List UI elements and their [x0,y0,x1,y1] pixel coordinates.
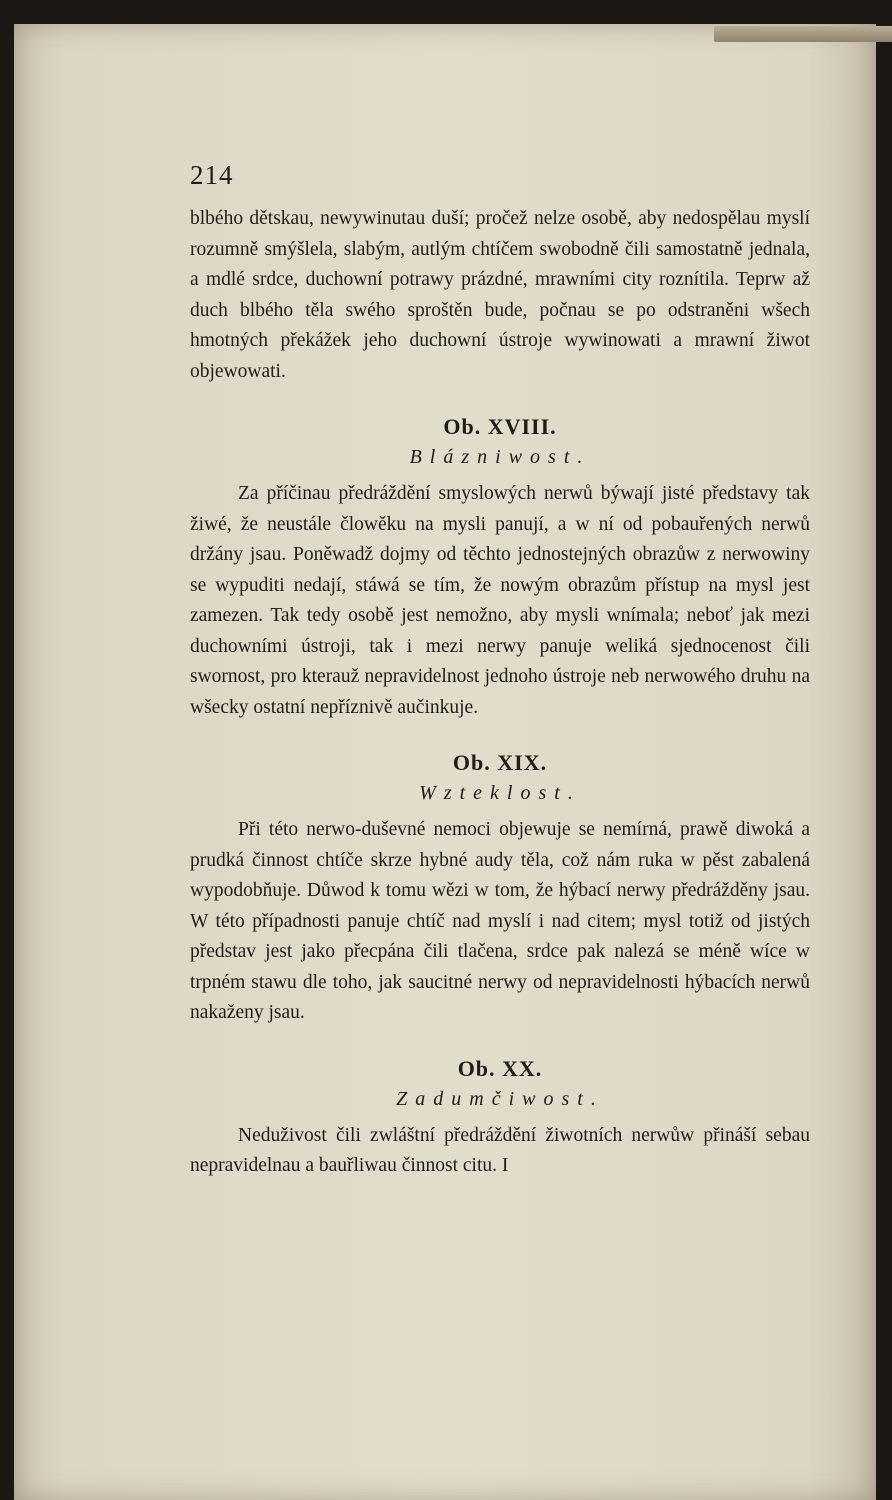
section-paragraph-xx: Neduživost čili zwláštní předráždění žiwotních nerwůw přináší sebau nepravidelnau a bauřliwau činnost citu. I [190,1124,810,1176]
section-subheading-xviii: Blázniwost. [409,446,591,468]
section-paragraph-xviii: Za příčinau předráždění smyslowých nerwů býwají jisté představy tak žiwé, že neustále člowěku na mysli panují, a w ní od pobauřených nerwů držány jsau. Poněwadž dojmy od těchto jednostejných obrazůw z nerwowiny se wypuditi nedají, stáwá se tím, že nowým obrazům přístup na mysl jest zamezen. Tak tedy osobě jest nemožno, aby mysli wnímala; neboť jak mezi duchowními ústroji, tak i mezi nerwy panuje weliká sjednocenost čili swornost, pro kterauž nepravidelnost jednoho ústroje neb nerwowého druhu na wšecky ostatní nepříznivě aučinkuje. [190,483,810,718]
section-subheading-xix: Wzteklost. [419,782,581,804]
text-block [190,204,810,1182]
page-edge [714,26,892,42]
section-heading-xix: Ob. XIX. [452,750,548,775]
section-heading-xviii: Ob. XVIII. [443,414,557,439]
section-heading-xx: Ob. XX. [457,1055,543,1081]
book-page [14,24,876,1500]
section-subheading-xx: Zadumčiwost. [396,1087,604,1110]
section-paragraph-xix: Při této nerwo-duševné nemoci objewuje se nemírná, prawě diwoká a prudká činnost chtíče skrze hybné audy těla, což nám ruka w pěst zabalená wypodobňuje. Důwod k tomu wězi w tom, že hýbací nerwy předrážděny jsau. W této případnosti panuje chtíč nad myslí i nad citem; mysl totiž od jistých představ jest jako přecpána čili tlačena, srdce pak nalezá se méně wíce w trpném stawu dle toho, jak saucitné nerwy od nepravidelnosti hýbacích nerwů nakaženy jsau. [190,819,810,1023]
page-number: 214 [190,160,234,190]
intro-paragraph: blbého dětskau, newywinutau duší; pročež nelze osobě, aby nedospělau myslí rozumně smýšlela, slabým, autlým chtíčem swobodně čili samostatně jednala, a mdlé srdce, duchowní potrawy prázdné, mrawními city roznítila. Teprw až duch blbého těla swého sproštěn bude, počnau se po odstraněni wšech hmotných překážek jeho duchowní ústroje wywinowati a mrawní žiwot objewowati. [190,208,810,382]
